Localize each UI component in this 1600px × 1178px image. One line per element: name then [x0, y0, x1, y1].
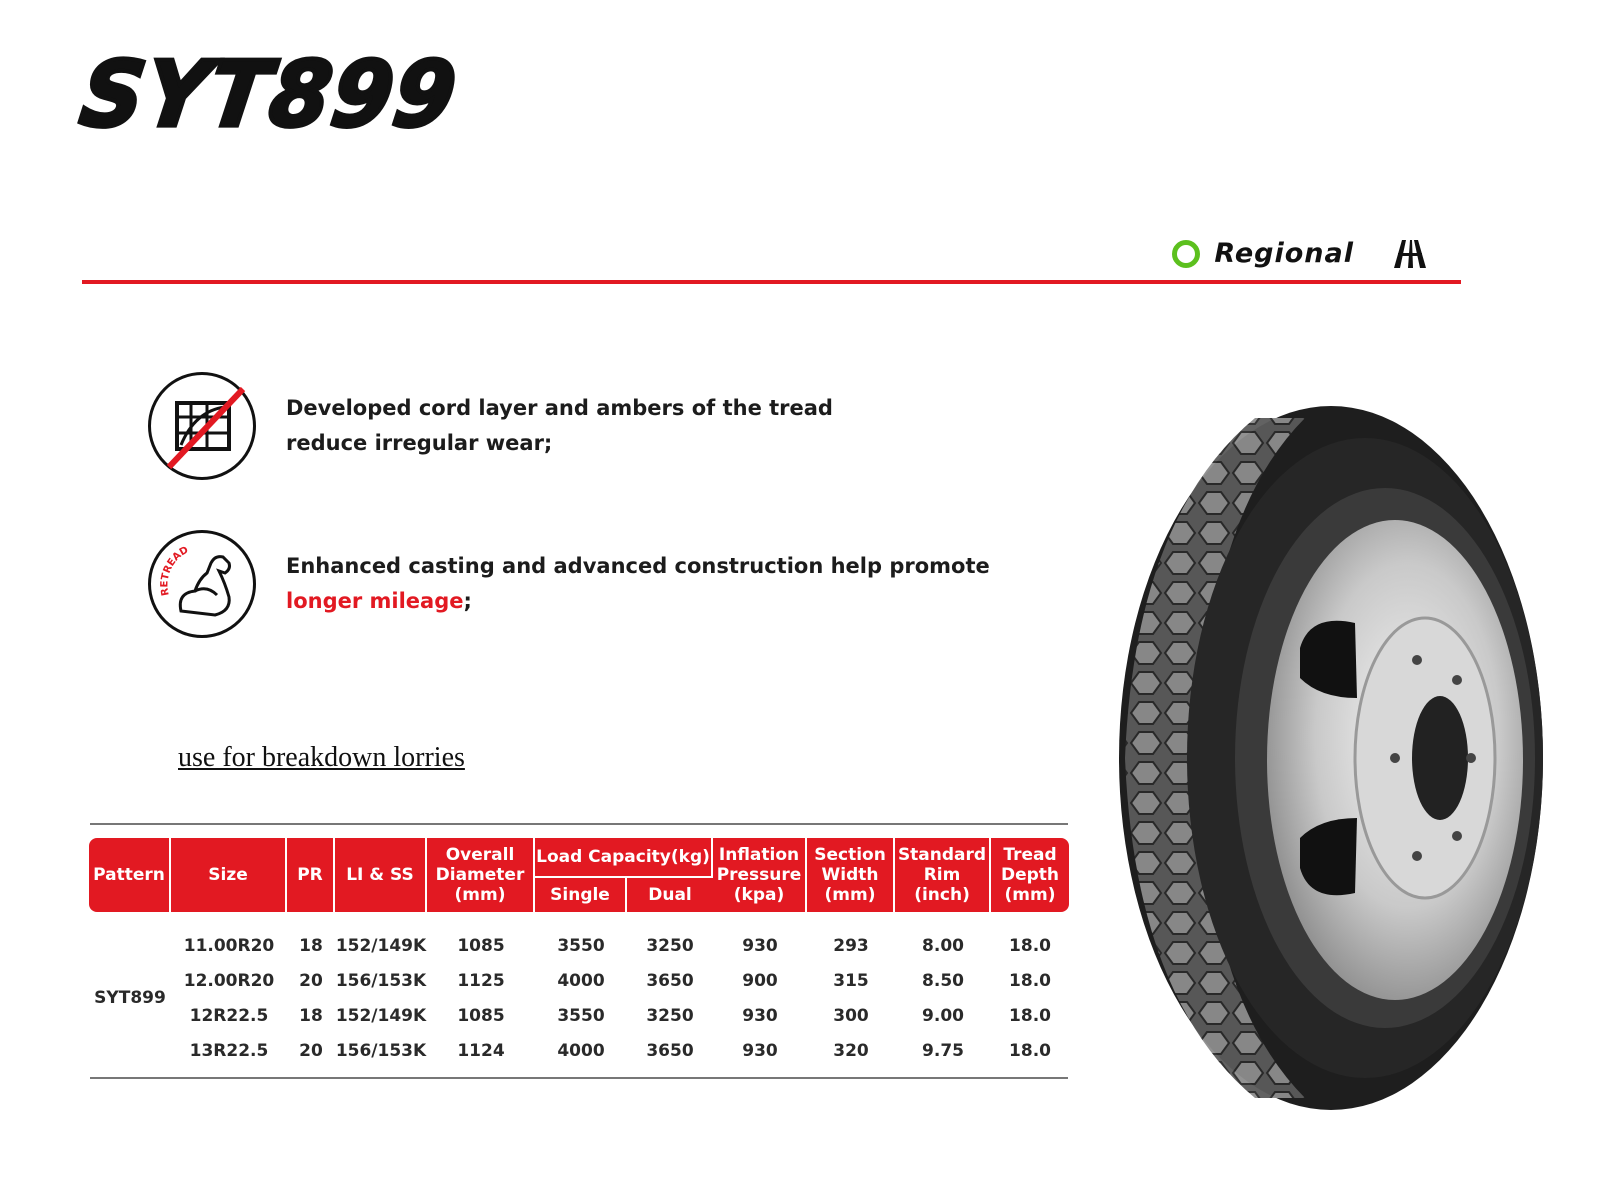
cell-inflation: 930 [742, 1005, 778, 1026]
cell-size: 11.00R20 [183, 935, 275, 956]
cell-inflation: 930 [742, 1040, 778, 1061]
usage-link[interactable]: use for breakdown lorries [178, 742, 465, 773]
feature-longer-mileage [148, 530, 990, 638]
header-standard-rim [895, 838, 991, 912]
road-icon [1392, 240, 1428, 268]
header-pr: PR [287, 838, 335, 912]
svg-text:RETREAD [159, 545, 190, 597]
header-section-width [807, 838, 895, 912]
table-row [89, 998, 1069, 1033]
header-diameter-l3: (mm) [454, 885, 506, 905]
header-diameter [427, 838, 535, 912]
header-rim-l2: Rim [923, 865, 961, 885]
cell-diameter: 1125 [457, 970, 505, 991]
cell-single: 3550 [557, 935, 605, 956]
cell-inflation: 900 [742, 970, 778, 991]
cell-dual: 3650 [646, 970, 694, 991]
header-tread-l2: Depth [1000, 865, 1060, 885]
header-section-l2: Width [821, 865, 879, 885]
header-tread-l1: Tread [1003, 845, 1057, 865]
feature-2-tail: ; [463, 589, 472, 613]
cell-rim: 9.75 [922, 1040, 964, 1061]
table-row [89, 1033, 1069, 1068]
cell-dual: 3250 [646, 935, 694, 956]
cell-tread: 18.0 [1009, 1040, 1051, 1061]
cell-section: 315 [833, 970, 869, 991]
feature-2-highlight: longer mileage [286, 589, 464, 613]
tire-image [1095, 398, 1545, 1110]
cell-section: 293 [833, 935, 869, 956]
cell-diameter: 1085 [457, 935, 505, 956]
header-dual: Dual [627, 876, 713, 912]
table-bottom-rule [90, 1077, 1068, 1079]
feature-1-line1: Developed cord layer and ambers of the tread [286, 396, 833, 420]
cell-pr: 18 [299, 1005, 323, 1026]
retread-label: RETREAD [159, 544, 191, 597]
cell-size: 13R22.5 [189, 1040, 269, 1061]
cell-dual: 3650 [646, 1040, 694, 1061]
spec-table [89, 838, 1069, 1068]
header-load-capacity: Load Capacity(kg) [535, 838, 713, 876]
cell-single: 4000 [557, 970, 605, 991]
header-section-l3: (mm) [824, 885, 876, 905]
category-tag [1172, 238, 1428, 269]
cell-section: 300 [833, 1005, 869, 1026]
header-single: Single [535, 876, 627, 912]
cell-pr: 20 [299, 1040, 323, 1061]
cell-inflation: 930 [742, 935, 778, 956]
feature-2-text [286, 549, 990, 619]
cell-pr: 18 [299, 935, 323, 956]
cell-tread: 18.0 [1009, 1005, 1051, 1026]
cell-single: 3550 [557, 1005, 605, 1026]
cell-section: 320 [833, 1040, 869, 1061]
table-top-rule [90, 823, 1068, 825]
category-ring-icon [1172, 240, 1200, 268]
header-tread-depth [991, 838, 1069, 912]
category-label: Regional [1214, 238, 1354, 269]
header-pattern: Pattern [89, 838, 171, 912]
header-inflation-l1: Inflation [718, 845, 800, 865]
header-tread-l3: (mm) [1004, 885, 1056, 905]
cell-rim: 9.00 [922, 1005, 964, 1026]
table-row [89, 912, 1069, 963]
cell-diameter: 1085 [457, 1005, 505, 1026]
header-diameter-l1: Overall [445, 845, 515, 865]
pattern-cell: SYT899 [94, 988, 166, 1008]
feature-1-text [286, 391, 833, 461]
model-logo: SYT899 [74, 42, 464, 148]
cell-li-ss: 156/153K [335, 970, 427, 991]
cell-li-ss: 152/149K [335, 1005, 427, 1026]
feature-1-line2: reduce irregular wear; [286, 431, 553, 455]
cell-single: 4000 [557, 1040, 605, 1061]
cell-size: 12R22.5 [189, 1005, 269, 1026]
feature-2-line1: Enhanced casting and advanced construction help promote [286, 554, 990, 578]
cell-li-ss: 156/153K [335, 1040, 427, 1061]
cord-layer-icon [148, 372, 256, 480]
cell-tread: 18.0 [1009, 935, 1051, 956]
cell-tread: 18.0 [1009, 970, 1051, 991]
cell-pr: 20 [299, 970, 323, 991]
cell-li-ss: 152/149K [335, 935, 427, 956]
cell-diameter: 1124 [457, 1040, 505, 1061]
cell-dual: 3250 [646, 1005, 694, 1026]
cell-size: 12.00R20 [183, 970, 275, 991]
cell-rim: 8.00 [922, 935, 964, 956]
retread-muscle-icon [148, 530, 256, 638]
table-row [89, 963, 1069, 998]
header-section-l1: Section [814, 845, 886, 865]
cell-rim: 8.50 [922, 970, 964, 991]
header-li-ss: LI & SS [335, 838, 427, 912]
header-inflation-l2: Pressure [716, 865, 802, 885]
feature-irregular-wear [148, 372, 833, 480]
header-divider [82, 280, 1461, 284]
header-inflation-l3: (kpa) [733, 885, 785, 905]
header-diameter-l2: Diameter [435, 865, 525, 885]
header-rim-l1: Standard [897, 845, 987, 865]
header-inflation [713, 838, 807, 912]
header-rim-l3: (inch) [914, 885, 970, 905]
header-size: Size [171, 838, 287, 912]
feature-2-line2 [286, 584, 990, 619]
